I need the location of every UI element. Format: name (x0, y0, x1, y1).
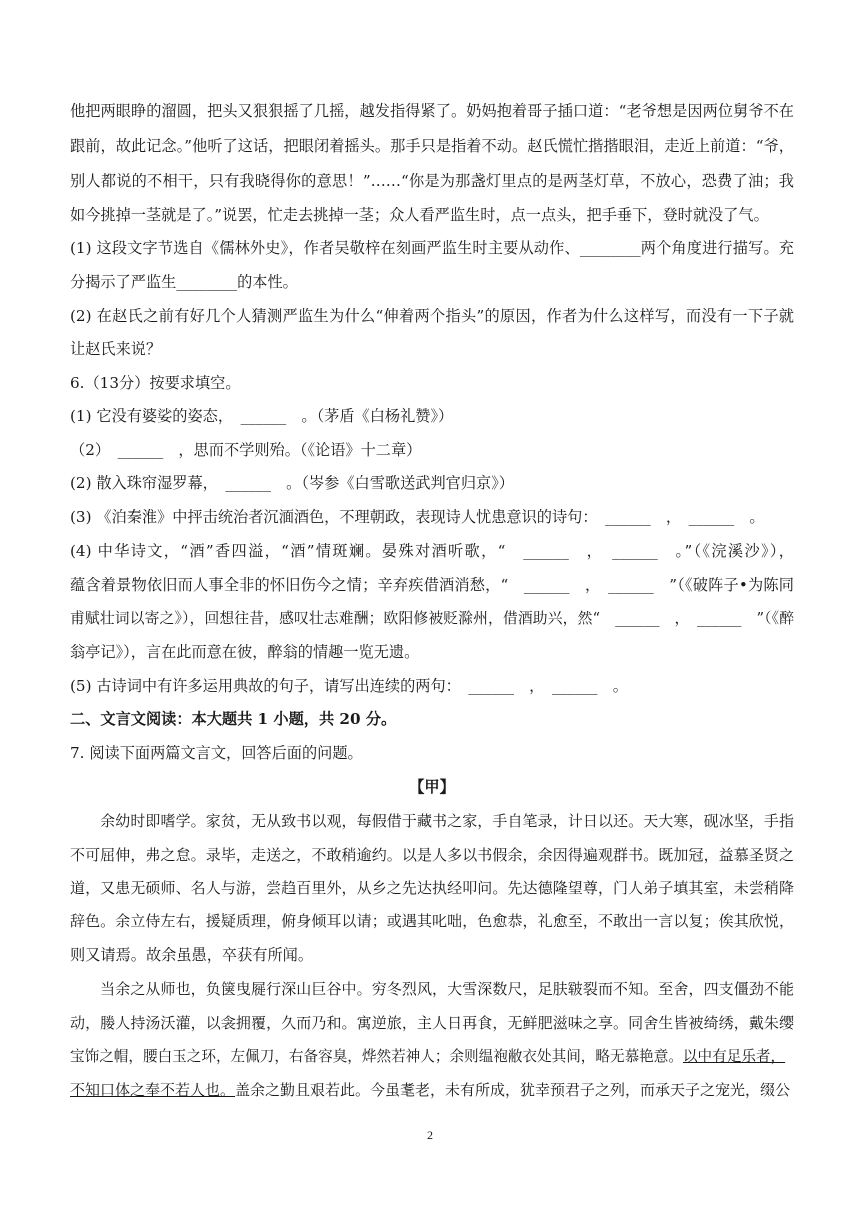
classical-text-line: 不可屈伸，弗之怠。录毕，走送之，不敢稍逾约。以是人多以书假余，余因得遍观群书。既加冠，益慕圣贤之 (70, 846, 794, 864)
question-5-1: (1) 这段文字节选自《儒林外史》，作者吴敬梓在刻画严监生时主要从动作、________两个角度进行描写。充 (70, 239, 794, 257)
classical-text-line (70, 1044, 794, 1070)
question-5-1-cont: 分揭示了严监生________的本性。 (70, 273, 298, 291)
classical-text-line: 则又请焉。故余虽愚，卒获有所闻。 (70, 946, 313, 964)
question-6-4-cont: 翁亭记》），言在此而意在彼，醉翁的情趣一览无遗。 (70, 643, 420, 661)
classical-text-line: 余幼时即嗜学。家贫，无从致书以观，每假借于藏书之家，手自笔录，计日以还。天大寒，砚冰坚，手指 (70, 812, 794, 830)
classical-text-line (70, 1077, 794, 1103)
underlined-sentence: 以中有足乐者， (682, 1048, 786, 1065)
passage-line: 他把两眼睁的溜圆，把头又狠狠摇了几摇，越发指得紧了。奶妈抱着哥子插口道：“老爷想是因两位舅爷不在 (70, 102, 794, 120)
question-6-2b: (2) 散入珠帘湿罗幕， ______ 。（岑参《白雪歌送武判官归京》） (70, 474, 514, 492)
question-5-2: (2) 在赵氏之前有好几个人猜测严监生为什么“伸着两个指头”的原因，作者为什么这样写，而没有一下子就 (70, 307, 794, 325)
passage-label-jia: 【甲】 (409, 778, 455, 796)
question-6-5: (5) 古诗词中有许多运用典故的句子，请写出连续的两句： ______ ， ______ 。 (70, 677, 628, 695)
question-6-4: (4) 中华诗文，“酒”香四溢，“酒”情斑斓。晏殊对酒听歌，“ ______ ， ______ 。”（《浣溪沙》）， (70, 542, 794, 560)
classical-text-line: 道，又患无硕师、名人与游，尝趋百里外，从乡之先达执经叩问。先达德隆望尊，门人弟子填其室，未尝稍降 (70, 879, 794, 897)
classical-text-line: 当余之从师也，负箧曳屣行深山巨谷中。穷冬烈风，大雪深数尺，足肤皲裂而不知。至舍，四支僵劲不能 (70, 980, 794, 998)
classical-text-line: 辞色。余立侍左右，援疑质理，俯身倾耳以请；或遇其叱咄，色愈恭，礼愈至，不敢出一言以复；俟其欣悦， (70, 912, 794, 930)
classical-text-line: 动，媵人持汤沃灌，以衾拥覆，久而乃和。寓逆旅，主人日再食，无鲜肥滋味之享。同舍生皆被绮绣，戴朱缨 (70, 1014, 794, 1032)
question-6-1: (1) 它没有婆娑的姿态， ______ 。（茅盾《白杨礼赞》） (70, 407, 454, 425)
question-6-heading: 6.（13分）按要求填空。 (70, 374, 241, 392)
page-number: 2 (427, 1128, 433, 1142)
question-7-heading: 7. 阅读下面两篇文言文，回答后面的问题。 (70, 744, 363, 762)
passage-line: 跟前，故此记念。”他听了这话，把眼闭着摇头。那手只是指着不动。赵氏慌忙揩揩眼泪，走近上前道：“爷， (70, 137, 794, 155)
passage-line: 如今挑掉一茎就是了。”说罢，忙走去挑掉一茎；众人看严监生时，点一点头，把手垂下，登时就没了气。 (70, 206, 769, 224)
section-heading: 二、文言文阅读：本大题共 1 小题，共 20 分。 (70, 710, 397, 728)
classical-text-segment: 盖余之勤且艰若此。今虽耄老，未有所成，犹幸预君子之列，而承天子之宠光，缀公 (235, 1081, 791, 1099)
classical-text-segment: 宝饰之帽，腰白玉之环，左佩刀，右备容臭，烨然若神人；余则缊袍敝衣处其间，略无慕艳意。 (70, 1048, 683, 1065)
question-6-4-cont: 蕴含着景物依旧而人事全非的怀旧伤今之情；辛弃疾借酒消愁，“ ______ ， ______ ”（《破阵子•为陈同 (70, 576, 794, 594)
underlined-sentence: 不知口体之奉不若人也。 (70, 1081, 236, 1099)
question-5-2-cont: 让赵氏来说？ (70, 340, 162, 358)
question-6-4-cont: 甫赋壮词以寄之》），回想往昔，感叹壮志难酬；欧阳修被贬滁州，借酒助兴，然“ ______ ， ______ ”（《醉 (70, 610, 794, 627)
question-6-3: (3) 《泊秦淮》中抨击统治者沉湎酒色，不理朝政，表现诗人忧患意识的诗句： ______ ， ______ 。 (70, 508, 765, 526)
question-6-2: （2） ______ ，思而不学则殆。（《论语》十二章） (70, 441, 422, 459)
passage-line: 别人都说的不相干，只有我晓得你的意思！”……“你是为那盏灯里点的是两茎灯草，不放心，恐费了油；我 (70, 172, 794, 190)
